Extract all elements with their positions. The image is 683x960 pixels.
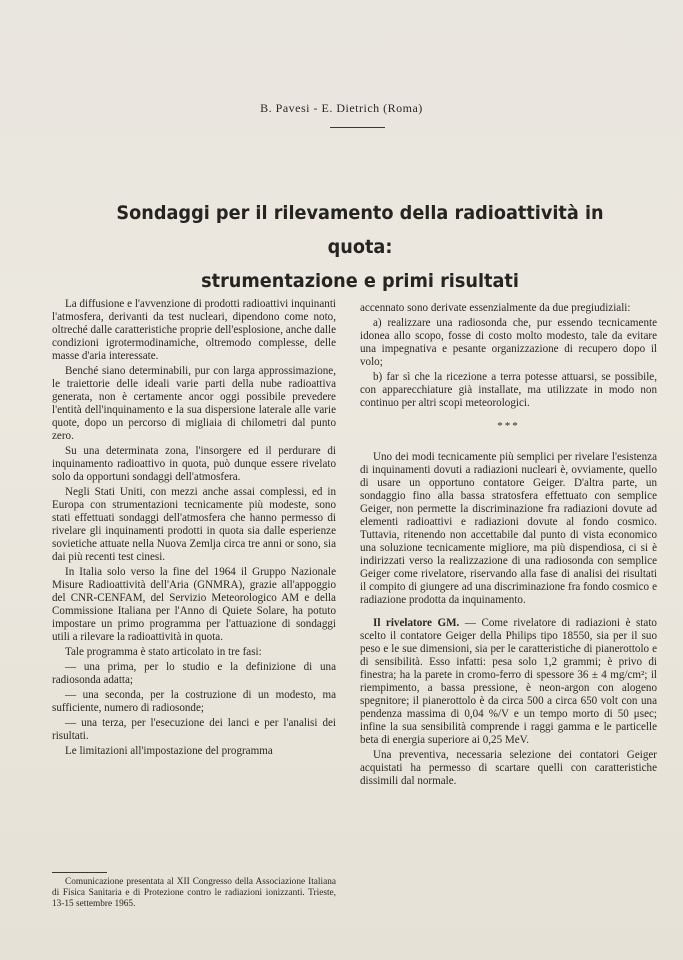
- article-title: [81, 196, 639, 298]
- list-item: — una prima, per lo studio e la definizione di una radiosonda adatta;: [52, 661, 336, 686]
- right-column: [360, 302, 657, 790]
- paragraph: accennato sono derivate essenzialmente da due pregiudiziali:: [360, 302, 631, 314]
- paragraph: Negli Stati Uniti, con mezzi anche assai complessi, ed in Europa con strumentazioni tecnicamente più modeste, sono stati effettuati sondaggi dell'atmosfera che hanno permesso di rivelare gli inquinamenti prodotti in quota sia dalle esperienze sovietiche attuate nella Nuova Zemlja circa tre anni or sono, sia dai più recenti test cinesi.: [52, 486, 336, 563]
- paragraph: Le limitazioni all'impostazione del programma: [65, 745, 273, 757]
- footnote-divider: [52, 872, 107, 873]
- paragraph: La diffusione e l'avvenzione di prodotti radioattivi inquinanti l'atmosfera, derivanti da test nucleari, dipendono come noto, oltreché dalle caratteristiche proprie dell'esplosione, anche dalle condizioni igrotermodinamiche, oltremodo complesse, delle masse d'aria interessate.: [52, 298, 336, 362]
- title-line-1: Sondaggi per il rilevamento della radioattività in quota:: [116, 202, 604, 258]
- footnote: [52, 877, 336, 910]
- left-column: [52, 298, 336, 760]
- paragraph: Benché siano determinabili, pur con larga approssimazione, le traiettorie delle ideali varie parti della nube radioattiva generata, non è certamente ancor oggi possibile prevedere l'entità dell'inquinamento e la sua dispersione laterale alle varie quote, dopo un percorso di migliaia di chilometri dal punto zero.: [52, 365, 336, 442]
- footnote-text: Comunicazione presentata al XII Congresso della Associazione Italiana di Fisica Sanitaria e di Protezione contro le radiazioni ionizzanti. Trieste, 13-15 settembre 1965.: [52, 877, 336, 909]
- paragraph: Uno dei modi tecnicamente più semplici per rivelare l'esistenza di inquinamenti dovuti a radiazioni nucleari è, ovviamente, quello di usare un opportuno contatore Geiger. D'altra parte, un sondaggio fino alla bassa stratosfera effettuato con semplice Geiger, non permette la discriminazione fra radiazioni dovute ad elementi radioattivi e radiazioni dovute al fondo cosmico. Tuttavia, ritenendo non accettabile dal punto di vista economico una soluzione tecnicamente migliore, ma più dispendiosa, ci si è indirizzati verso la realizzazione di una radiosonda con semplice Geiger come rivelatore, riservando alla fase di analisi dei risultati il compito di giungere ad una discriminazione fra fondo cosmico e radiazione prodotta da inquinamento.: [360, 451, 657, 606]
- list-item: b) far sì che la ricezione a terra potesse attuarsi, se possibile, con apparecchiature già installate, ma utilizzate in modo non continuo per altri scopi meteorologici.: [360, 371, 657, 409]
- section-heading: Il rivelatore GM.: [373, 617, 460, 629]
- author-divider: [330, 127, 385, 128]
- list-item: — una terza, per l'esecuzione dei lanci e per l'analisi dei risultati.: [52, 717, 336, 742]
- paragraph: Tale programma è stato articolato in tre fasi:: [65, 646, 262, 658]
- paragraph-text: — Come rivelatore di radiazioni è stato scelto il contatore Geiger della Philips tipo 18550, sia per il suo peso e le sue dimensioni, sia per le caratteristiche di pianerottolo e di sensibilità. Esso infatti: pesa solo 1,2 grammi; è privo di finestra; ha la parete in cromo-ferro di spessore 36 ± 4 mg/cm²; il riempimento, a bassa pressione, è neon-argon con alogeno spegnitore; il pianerottolo è da circa 500 a circa 650 volt con una pendenza massima di 0,04 %/V e un tempo morto di 50 μsec; infine la sua sensibilità comprende i raggi gamma e le particelle beta di energia superiore ai 0,25 MeV.: [360, 617, 657, 746]
- list-item: a) realizzare una radiosonda che, pur essendo tecnicamente idonea allo scopo, fosse di costo molto modesto, tale da evitare una impegnativa e pesante organizzazione di recupero dopo il volo;: [360, 317, 657, 368]
- paragraph: Una preventiva, necessaria selezione dei contatori Geiger acquistati ha permesso di scartare quelli con caratteristiche dissimili dal normale.: [360, 749, 657, 787]
- paragraph: In Italia solo verso la fine del 1964 il Gruppo Nazionale Misure Radioattività dell'Aria (GNMRA), grazie all'appoggio del CNR-CENFAM, del Servizio Meteorologico AM e della Commissione Italiana per l'Anno di Quiete Solare, ha potuto impostare un primo programma per l'attuazione di sondaggi utili a rilevare la radioattività in quota.: [52, 566, 336, 643]
- paragraph: [360, 617, 657, 747]
- list-item: — una seconda, per la costruzione di un modesto, ma sufficiente, numero di radiosonde;: [52, 689, 336, 714]
- authors-line: B. Pavesi - E. Dietrich (Roma): [260, 101, 423, 115]
- section-separator: ***: [497, 420, 520, 432]
- paragraph: Su una determinata zona, l'insorgere ed il perdurare di inquinamento radioattivo in quota, può dunque essere rivelato solo da opportuni sondaggi dell'atmosfera.: [52, 445, 336, 483]
- title-line-2: strumentazione e primi risultati: [201, 270, 519, 292]
